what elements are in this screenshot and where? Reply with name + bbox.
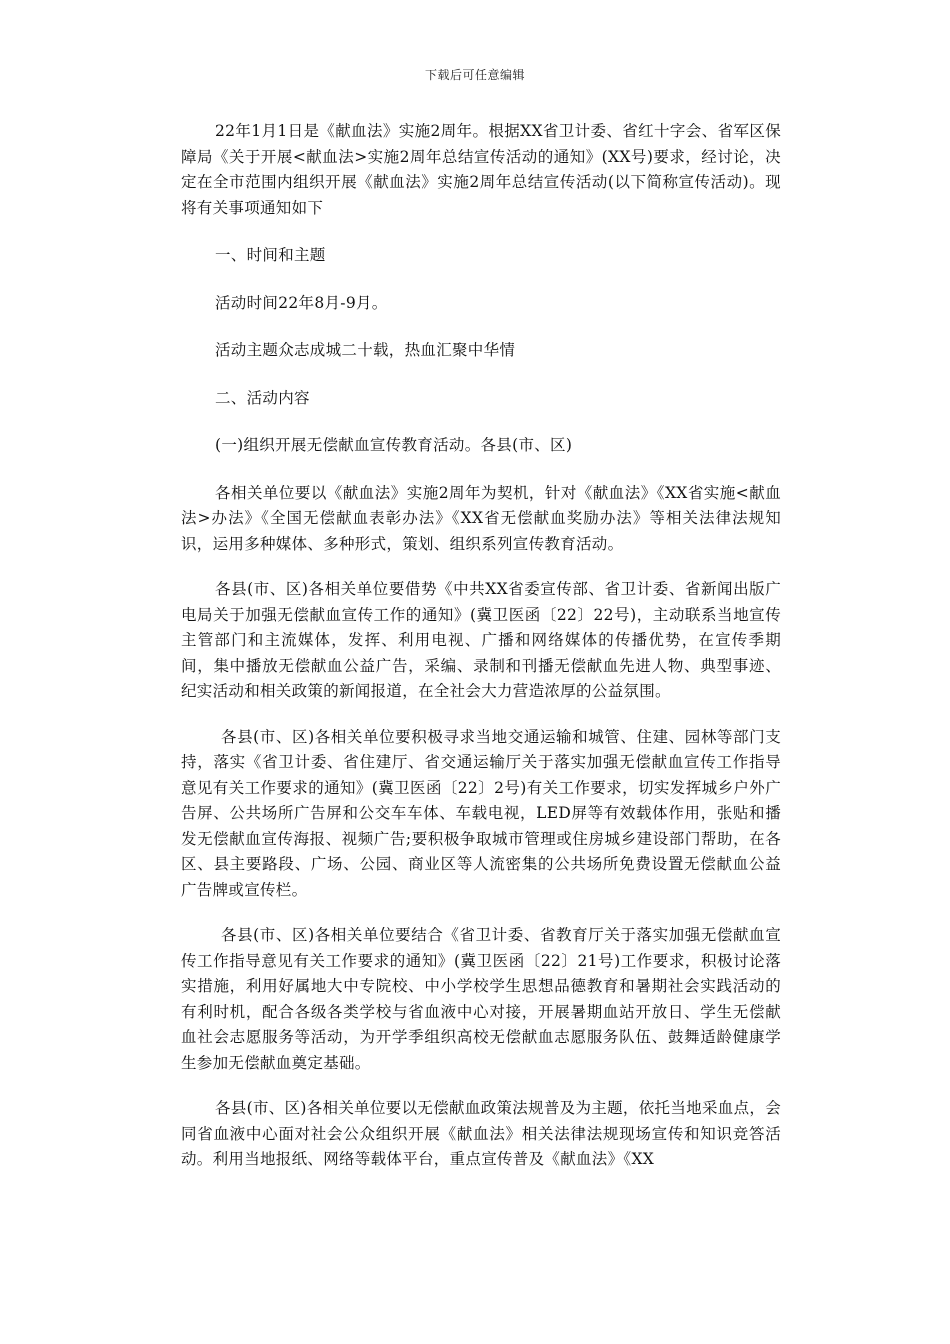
section-heading-time-theme: 一、时间和主题: [215, 246, 326, 264]
activity-theme: 活动主题众志成城二十载，热血汇聚中华情: [215, 341, 516, 359]
activity-time: 活动时间22年8月-9月。: [215, 293, 388, 312]
paragraph-outdoor-advertising: 各县(市、区)各相关单位要积极寻求当地交通运输和城管、住建、园林等部门支持，落实《省卫计委、省住建厅、省交通运输厅关于落实加强无偿献血宣传工作指导意见有关工作要求的通知》(冀卫医函〔22〕2号)有关工作要求，切实发挥城乡户外广告屏、公共场所广告屏和公交车车体、车载电视，LED屏等有效载体作用，张贴和播发无偿献血宣传海报、视频广告;要积极争取城市管理或住房城乡建设部门帮助，在各区、县主要路段、广场、公园、商业区等人流密集的公共场所免费设置无偿献血公益广告牌或宣传栏。: [181, 727, 781, 899]
subsection-heading-education: (一)组织开展无偿献血宣传教育活动。各县(市、区): [215, 436, 573, 454]
intro-paragraph: 22年1月1日是《献血法》实施2周年。根据XX省卫计委、省红十字会、省军区保障局《关于开展<献血法>实施2周年总结宣传活动的通知》(XX号)要求，经讨论，决定在全市范围内组织开展《献血法》实施2周年总结宣传活动(以下简称宣传活动)。现将有关事项通知如下: [181, 122, 781, 217]
paragraph-law-quiz: 各县(市、区)各相关单位要以无偿献血政策法规普及为主题，依托当地采血点，会同省血液中心面对社会公众组织开展《献血法》相关法律法规现场宣传和知识竞答活动。利用当地报纸、网络等载体平台，重点宣传普及《献血法》《XX: [181, 1099, 781, 1168]
section-heading-activity-content: 二、活动内容: [215, 388, 310, 407]
download-note: 下载后可任意编辑: [424, 68, 525, 82]
paragraph-legal-education: 各相关单位要以《献血法》实施2周年为契机，针对《献血法》《XX省实施<献血法>办法》《全国无偿献血表彰办法》《XX省无偿献血奖励办法》等相关法律法规知识，运用多种媒体、多种形式，策划、组织系列宣传教育活动。: [181, 483, 781, 553]
document-body: [181, 119, 781, 1173]
paragraph-media-publicity: 各县(市、区)各相关单位要借势《中共XX省委宣传部、省卫计委、省新闻出版广电局关于加强无偿献血宣传工作的通知》(冀卫医函〔22〕22号)，主动联系当地宣传主管部门和主流媒体，发挥、利用电视、广播和网络媒体的传播优势，在宣传季期间，集中播放无偿献血公益广告，采编、录制和刊播无偿献血先进人物、典型事迹、纪实活动和相关政策的新闻报道，在全社会大力营造浓厚的公益氛围。: [181, 580, 781, 700]
paragraph-school-activities: 各县(市、区)各相关单位要结合《省卫计委、省教育厅关于落实加强无偿献血宣传工作指导意见有关工作要求的通知》(冀卫医函〔22〕21号)工作要求，积极讨论落实措施，利用好属地大中专院校、中小学校学生思想品德教育和暑期社会实践活动的有利时机，配合各级各类学校与省血液中心对接，开展暑期血站开放日、学生无偿献血社会志愿服务等活动，为开学季组织高校无偿献血志愿服务队伍、鼓舞适龄健康学生参加无偿献血奠定基础。: [181, 926, 781, 1072]
